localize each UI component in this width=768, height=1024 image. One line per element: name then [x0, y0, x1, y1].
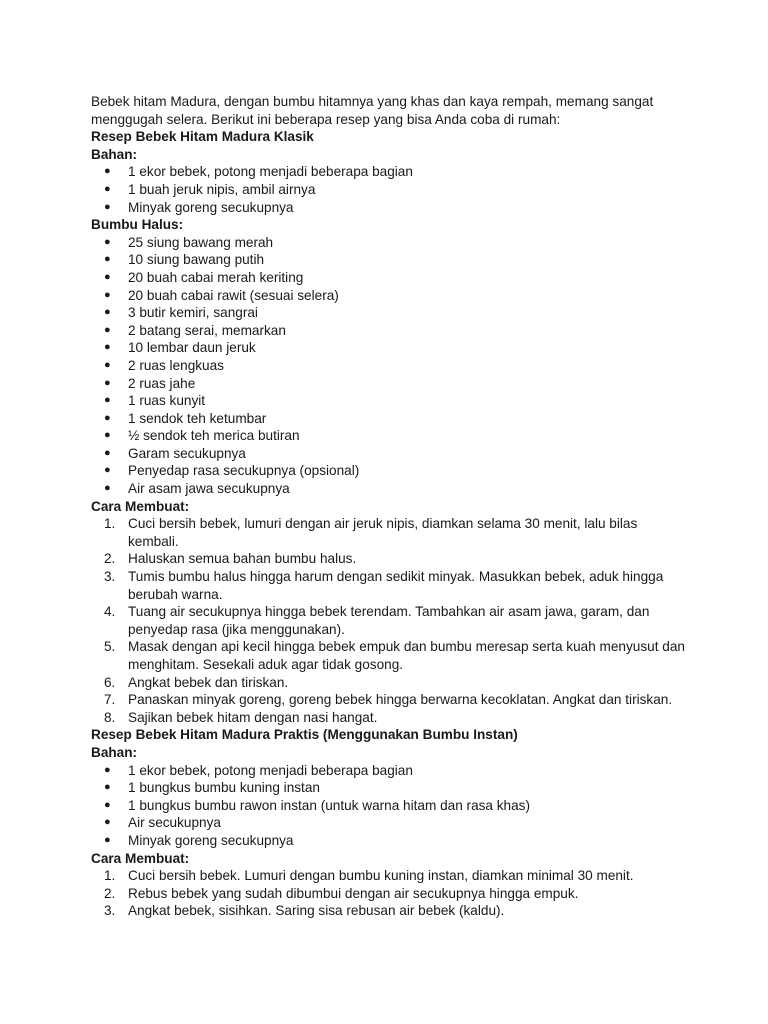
- bullet-icon: ●: [104, 798, 111, 811]
- bullet-icon: ●: [104, 429, 111, 442]
- list-item: ● Air secukupnya: [104, 815, 221, 831]
- list-item: 1. Cuci bersih bebek, lumuri dengan air jeruk nipis, diamkan selama 30 menit, lalu bilas kembali.: [104, 516, 638, 549]
- list-item: ● 10 siung bawang putih: [104, 252, 265, 268]
- list-item: ● 1 ekor bebek, potong menjadi beberapa bagian: [104, 762, 413, 778]
- list-item: 7. Panaskan minyak goreng, goreng bebek hingga berwarna kecoklatan. Angkat dan tiriskan.: [104, 692, 673, 708]
- list-item: ● 2 batang serai, memarkan: [104, 322, 286, 338]
- list-item: ● ½ sendok teh merica butiran: [104, 428, 300, 444]
- document-page: [91, 93, 691, 920]
- bullet-icon: ●: [104, 253, 111, 266]
- bullet-icon: ●: [104, 306, 111, 319]
- list-item: ● 1 ruas kunyit: [104, 393, 206, 409]
- recipe2-steps-list: [91, 867, 691, 920]
- intro-paragraph: Bebek hitam Madura, dengan bumbu hitamnya yang khas dan kaya rempah, memang sangat menggugah selera. Berikut ini beberapa resep yang bisa Anda coba di rumah:: [91, 94, 654, 127]
- bullet-icon: ●: [104, 394, 111, 407]
- bullet-icon: ●: [104, 763, 111, 776]
- recipe2-bahan-list: [91, 762, 691, 850]
- list-item: ● 1 buah jeruk nipis, ambil airnya: [104, 181, 316, 197]
- bullet-icon: ●: [104, 482, 111, 495]
- list-item: ● 1 bungkus bumbu kuning instan: [104, 780, 320, 796]
- list-item: 2. Haluskan semua bahan bumbu halus.: [104, 551, 357, 567]
- bullet-icon: ●: [104, 288, 111, 301]
- bullet-icon: ●: [104, 781, 111, 794]
- bullet-icon: ●: [104, 200, 111, 213]
- recipe1-cara-label: Cara Membuat:: [91, 498, 190, 514]
- list-item: ● Minyak goreng secukupnya: [104, 832, 294, 848]
- bullet-icon: ●: [104, 411, 111, 424]
- list-item: ● 3 butir kemiri, sangrai: [104, 305, 258, 321]
- list-item: ● Penyedap rasa secukupnya (opsional): [104, 463, 360, 479]
- list-item: 1. Cuci bersih bebek. Lumuri dengan bumbu kuning instan, diamkan minimal 30 menit.: [104, 868, 634, 884]
- bullet-icon: ●: [104, 341, 111, 354]
- recipe2-cara-label: Cara Membuat:: [91, 850, 190, 866]
- recipe2-bahan-label: Bahan:: [91, 744, 138, 760]
- list-item: ● 1 bungkus bumbu rawon instan (untuk warna hitam dan rasa khas): [104, 797, 530, 813]
- recipe1-bumbu-label: Bumbu Halus:: [91, 217, 184, 233]
- bullet-icon: ●: [104, 235, 111, 248]
- bullet-icon: ●: [104, 446, 111, 459]
- list-item: 5. Masak dengan api kecil hingga bebek empuk dan bumbu meresap serta kuah menyusut dan menghitam. Sesekali aduk agar tidak gosong.: [104, 639, 685, 672]
- recipe1-title: Resep Bebek Hitam Madura Klasik: [91, 129, 314, 145]
- bullet-icon: ●: [104, 270, 111, 283]
- list-item: ● Air asam jawa secukupnya: [104, 481, 290, 497]
- list-item: 2. Rebus bebek yang sudah dibumbui dengan air secukupnya hingga empuk.: [104, 885, 579, 901]
- list-item: ● 2 ruas lengkuas: [104, 357, 224, 373]
- bullet-icon: ●: [104, 833, 111, 846]
- list-item: ● Minyak goreng secukupnya: [104, 199, 294, 215]
- list-item: ● 20 buah cabai merah keriting: [104, 269, 304, 285]
- recipe1-bahan-list: [91, 163, 691, 216]
- list-item: ● 1 sendok teh ketumbar: [104, 410, 267, 426]
- list-item: ● 1 ekor bebek, potong menjadi beberapa bagian: [104, 164, 413, 180]
- recipe1-steps-list: [91, 515, 691, 726]
- list-item: ● 25 siung bawang merah: [104, 234, 274, 250]
- bullet-icon: ●: [104, 464, 111, 477]
- list-item: 6. Angkat bebek dan tiriskan.: [104, 674, 289, 690]
- bullet-icon: ●: [104, 816, 111, 829]
- list-item: 3. Tumis bumbu halus hingga harum dengan sedikit minyak. Masukkan bebek, aduk hingga berubah warna.: [104, 569, 664, 602]
- bullet-icon: ●: [104, 358, 111, 371]
- list-item: 8. Sajikan bebek hitam dengan nasi hangat.: [104, 709, 378, 725]
- bullet-icon: ●: [104, 323, 111, 336]
- list-item: ● 10 lembar daun jeruk: [104, 340, 256, 356]
- list-item: ● 2 ruas jahe: [104, 375, 196, 391]
- list-item: ● Garam secukupnya: [104, 445, 246, 461]
- bullet-icon: ●: [104, 165, 111, 178]
- recipe1-bumbu-list: [91, 234, 691, 498]
- list-item: ● 20 buah cabai rawit (sesuai selera): [104, 287, 339, 303]
- recipe2-title: Resep Bebek Hitam Madura Praktis (Menggunakan Bumbu Instan): [91, 727, 518, 743]
- bullet-icon: ●: [104, 376, 111, 389]
- list-item: 3. Angkat bebek, sisihkan. Saring sisa rebusan air bebek (kaldu).: [104, 903, 505, 919]
- list-item: 4. Tuang air secukupnya hingga bebek terendam. Tambahkan air asam jawa, garam, dan penyedap rasa (jika menggunakan).: [104, 604, 650, 637]
- recipe1-bahan-label: Bahan:: [91, 146, 138, 162]
- bullet-icon: ●: [104, 182, 111, 195]
